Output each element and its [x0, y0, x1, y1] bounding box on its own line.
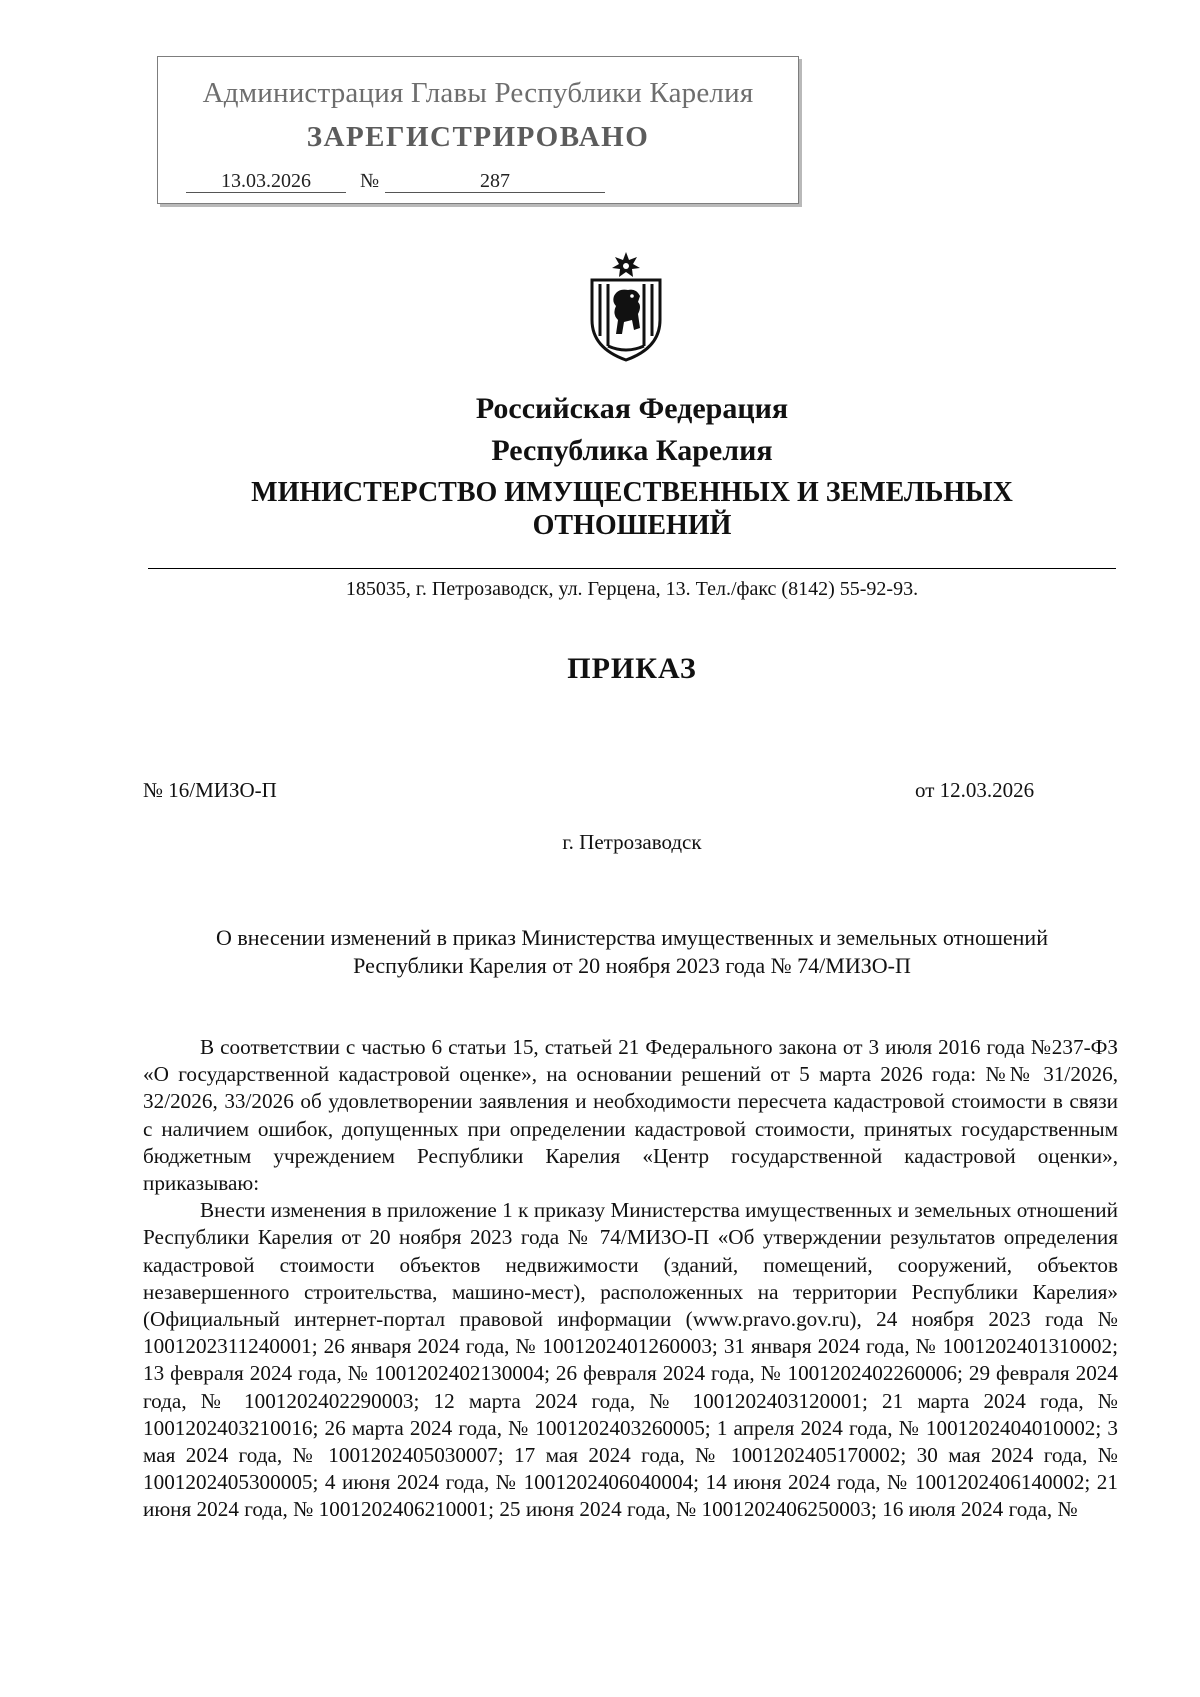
karelia-coat-of-arms-icon: [578, 250, 674, 362]
header-ministry: МИНИСТЕРСТВО ИМУЩЕСТВЕННЫХ И ЗЕМЕЛЬНЫХ ОТНОШЕНИЙ: [251, 477, 1013, 541]
body-paragraph: Внести изменения в приложение 1 к приказу Министерства имущественных и земельных отношений Республики Карелия от 20 ноября 2023 года № 74/МИЗО-П «Об утверждении результатов определения кадастровой стоимости объектов недвижимости (зданий, помещений, сооружений, объектов незавершенного строительства, машино-мест), расположенных на территории Республики Карелия» (Официальный интернет-портал правовой информации (www.pravo.gov.ru), 24 ноября 2023 года № 1001202311240001; 26 января 2024 года, № 1001202401260003; 31 января 2024 года, № 1001202401310002; 13 февраля 2024 года, № 1001202402130004; 26 февраля 2024 года, № 1001202402260006; 29 февраля 2024 года, № 1001202402290003; 12 марта 2024 года, № 1001202403120001; 21 марта 2024 года, № 1001202403210016; 26 марта 2024 года, № 1001202403260005; 1 апреля 2024 года, № 1001202404010002; 3 мая 2024 года, № 1001202405030007; 17 мая 2024 года, № 1001202405170002; 30 мая 2024 года, № 1001202405300005; 4 июня 2024 года, № 1001202406040004; 14 июня 2024 года, № 1001202406140002; 21 июня 2024 года, № 1001202406210001; 25 июня 2024 года, № 1001202406250003; 16 июля 2024 года, №: [143, 1198, 1118, 1522]
stamp-status: ЗАРЕГИСТРИРОВАНО: [306, 121, 650, 153]
document-type: ПРИКАЗ: [567, 652, 697, 685]
document-date: от 12.03.2026: [915, 778, 1035, 802]
header-country: Российская Федерация: [475, 392, 789, 425]
document-subject: О внесении изменений в приказ Министерства имущественных и земельных отношений Республики Карелия от 20 ноября 2023 года № 74/МИЗО-П: [216, 925, 1048, 978]
document-body: [143, 1034, 1118, 1524]
body-paragraph: В соответствии с частью 6 статьи 15, статьей 21 Федерального закона от 3 июля 2016 года №237-ФЗ «О государственной кадастровой оценке», на основании решений от 5 марта 2026 года: №№ 31/2026, 32/2026, 33/2026 об удовлетворении заявления и необходимости пересчета кадастровой стоимости в связи с наличием ошибок, допущенных при определении кадастровой стоимости, принятых государственным бюджетным учреждением Республики Карелия «Центр государственной кадастровой оценки», приказываю:: [143, 1035, 1118, 1196]
document-number: № 16/МИЗО-П: [143, 778, 277, 802]
header-region: Республика Карелия: [491, 434, 773, 467]
header-divider: [148, 568, 1116, 569]
stamp-organization: Администрация Главы Республики Карелия: [202, 77, 754, 109]
stamp-number: 287: [385, 170, 605, 193]
document-city: г. Петрозаводск: [562, 830, 702, 854]
stamp-date: 13.03.2026: [186, 170, 346, 193]
stamp-number-label: №: [360, 170, 380, 192]
header-address: 185035, г. Петрозаводск, ул. Герцена, 13. Тел./факс (8142) 55-92-93.: [345, 578, 919, 600]
registration-stamp: [157, 56, 799, 204]
